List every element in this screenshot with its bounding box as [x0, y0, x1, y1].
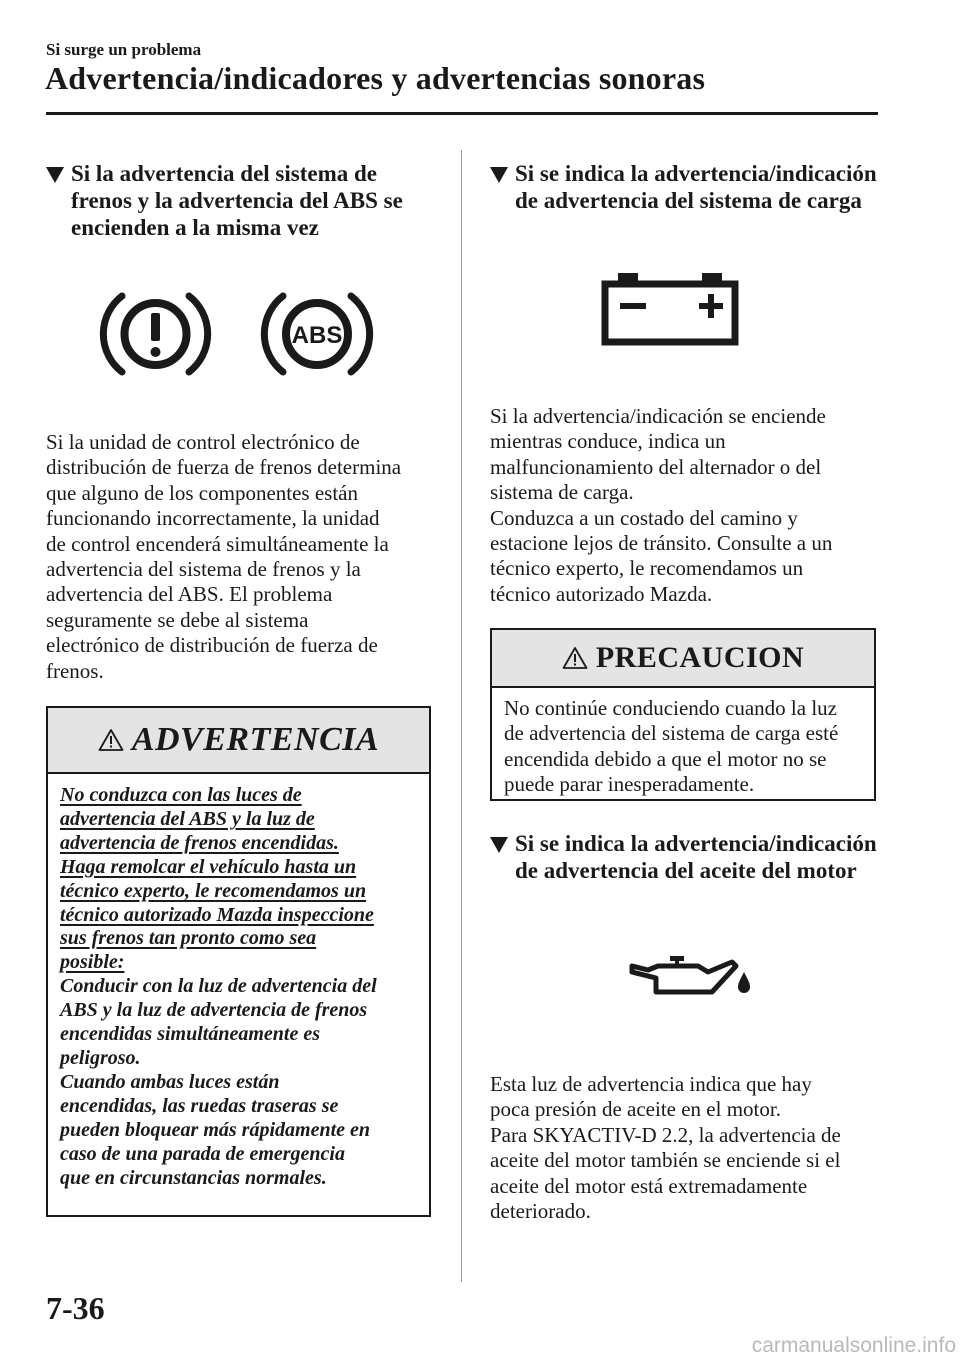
caution-text: No continúe conduciendo cuando la luz de advertencia del sistema de carga esté encendida debido a que el motor no se puede parar inesperadamente. — [504, 696, 839, 797]
heading-text: Si la advertencia del sistema de frenos y la advertencia del ABS se encienden a la misma vez — [71, 161, 403, 240]
abs-label: ABS — [291, 322, 343, 349]
watermark: carmanualsonline.info — [751, 1334, 956, 1357]
header-rule — [46, 112, 878, 115]
warning-header — [48, 708, 429, 774]
oil-can-icon — [628, 952, 758, 1002]
abs-warning-icon — [258, 286, 376, 382]
body-paragraph-brake-abs: Si la unidad de control electrónico de distribución de fuerza de frenos determina que alguno de los componentes están funcionando incorrectamente, la unidad de control encenderá simultáneamente la advertencia del sistema de frenos y la advertencia del ABS. El problema seguramente se debe al sistema electrónico de distribución de fuerza de frenos. — [46, 430, 402, 683]
triangle-bullet-icon — [46, 167, 64, 183]
caution-title: PRECAUCION — [595, 641, 805, 674]
section-heading-brake-abs — [46, 160, 446, 241]
body-paragraph-oil: Esta luz de advertencia indica que hay poca presión de aceite en el motor. Para SKYACTIV-D 2.2, la advertencia de aceite del motor también se enciende si el aceite del motor está extremadamente deteriorado. — [490, 1072, 841, 1224]
heading-text: Si se indica la advertencia/indicación de advertencia del aceite del motor — [515, 831, 877, 883]
caution-triangle-icon — [562, 646, 588, 670]
caution-header — [492, 630, 874, 688]
warning-triangle-icon — [98, 728, 124, 752]
warning-underlined-text: No conduzca con las luces de advertencia del ABS y la luz de advertencia de frenos encendidas. Haga remolcar el vehículo hasta un técnico experto, le recomendamos un técnico autorizado Mazda inspeccione sus frenos tan pronto como sea posible: — [60, 784, 374, 974]
section-label: Si surge un problema — [46, 40, 202, 59]
page-number: 7-36 — [46, 1290, 105, 1326]
triangle-bullet-icon — [490, 167, 508, 183]
battery-icon — [600, 270, 740, 346]
heading-text: Si se indica la advertencia/indicación de advertencia del sistema de carga — [515, 161, 877, 213]
chapter-title: Advertencia/indicadores y advertencias sonoras — [45, 60, 706, 96]
warning-text: Conducir con la luz de advertencia del ABS y la luz de advertencia de frenos encendidas simultáneamente es peligroso. Cuando ambas luces están encendidas, las ruedas traseras se pueden bloquear más rápidamente en caso de una parada de emergencia que en circunstancias normales. — [60, 975, 377, 1189]
section-heading-oil — [490, 830, 890, 884]
triangle-bullet-icon — [490, 837, 508, 853]
caution-box — [490, 628, 876, 801]
section-heading-charging — [490, 160, 890, 214]
warning-body — [48, 774, 429, 1200]
column-divider — [461, 150, 462, 1282]
warning-box — [46, 706, 431, 1217]
brake-warning-icon — [98, 286, 213, 382]
warning-title: ADVERTENCIA — [131, 721, 380, 758]
body-paragraph-charging: Si la advertencia/indicación se enciende mientras conduce, indica un malfuncionamiento del alternador o del sistema de carga. Conduzca a un costado del camino y estacione lejos de tránsito. Consulte a un técnico experto, le recomendamos un técnico autorizado Mazda. — [490, 404, 833, 606]
